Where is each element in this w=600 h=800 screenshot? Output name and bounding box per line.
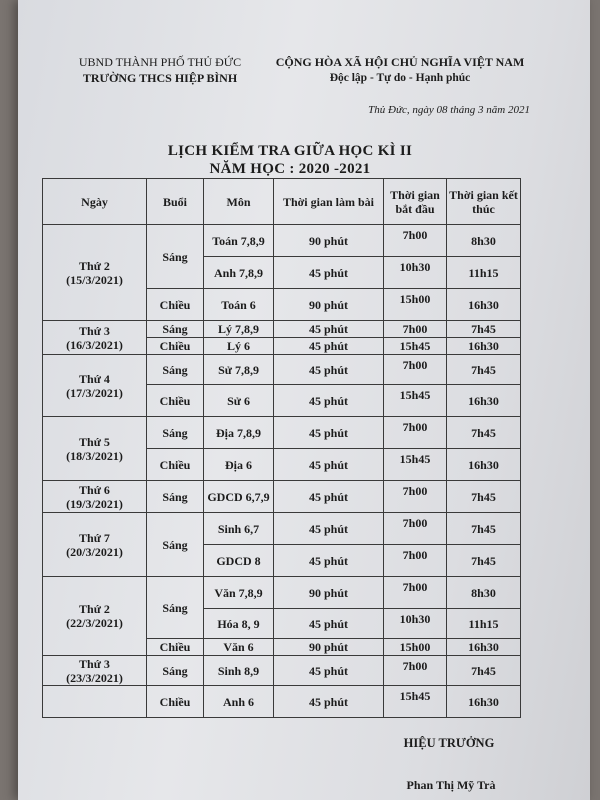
table-row	[43, 686, 521, 718]
duration-cell: 45 phút	[274, 686, 384, 718]
start-cell: 7h00	[384, 545, 447, 577]
start-cell: 7h00	[384, 321, 447, 338]
date-line: Thủ Đức, ngày 08 tháng 3 năm 2021	[368, 104, 530, 116]
subject-cell: Sinh 8,9	[204, 656, 274, 686]
table-row	[43, 577, 521, 609]
day-cell: Thứ 7 (20/3/2021)	[43, 513, 147, 577]
subject-cell: Sử 6	[204, 385, 274, 417]
subject-cell: Anh 7,8,9	[204, 257, 274, 289]
header-day: Ngày	[43, 179, 147, 225]
subject-cell: Anh 6	[204, 686, 274, 718]
start-cell: 15h45	[384, 449, 447, 481]
duration-cell: 45 phút	[274, 355, 384, 385]
signature-role: HIỆU TRƯỞNG	[403, 736, 495, 750]
end-cell: 7h45	[447, 417, 521, 449]
exam-schedule-table	[42, 178, 521, 718]
end-cell: 7h45	[447, 481, 521, 513]
duration-cell: 45 phút	[274, 257, 384, 289]
session-cell: Sáng	[147, 417, 204, 449]
subject-cell: Sử 7,8,9	[204, 355, 274, 385]
organization-header	[60, 54, 260, 86]
duration-cell: 45 phút	[274, 545, 384, 577]
subject-cell: Địa 6	[204, 449, 274, 481]
start-cell: 15h00	[384, 639, 447, 656]
header-end: Thời gian kết thúc	[447, 179, 521, 225]
start-cell: 7h00	[384, 225, 447, 257]
start-cell: 10h30	[384, 609, 447, 639]
day-cell-empty	[43, 686, 147, 718]
table-row	[43, 513, 521, 545]
end-cell: 8h30	[447, 225, 521, 257]
table-row	[43, 417, 521, 449]
title-line-2: NĂM HỌC : 2020 -2021	[209, 161, 371, 177]
document-title	[120, 142, 460, 178]
header-duration: Thời gian làm bài	[274, 179, 384, 225]
end-cell: 7h45	[447, 545, 521, 577]
duration-cell: 45 phút	[274, 449, 384, 481]
end-cell: 16h30	[447, 639, 521, 656]
end-cell: 11h15	[447, 257, 521, 289]
subject-cell: Sinh 6,7	[204, 513, 274, 545]
day-cell: Thứ 2 (22/3/2021)	[43, 577, 147, 656]
duration-cell: 45 phút	[274, 338, 384, 355]
start-cell: 15h45	[384, 385, 447, 417]
day-cell: Thứ 3 (23/3/2021)	[43, 656, 147, 686]
table-row	[43, 656, 521, 686]
session-cell: Sáng	[147, 481, 204, 513]
duration-cell: 90 phút	[274, 225, 384, 257]
national-header	[250, 54, 550, 86]
subject-cell: Lý 7,8,9	[204, 321, 274, 338]
duration-cell: 45 phút	[274, 481, 384, 513]
end-cell: 7h45	[447, 355, 521, 385]
header-session: Buổi	[147, 179, 204, 225]
session-cell: Sáng	[147, 577, 204, 639]
day-cell: Thứ 5 (18/3/2021)	[43, 417, 147, 481]
duration-cell: 45 phút	[274, 321, 384, 338]
end-cell: 16h30	[447, 289, 521, 321]
subject-cell: Toán 6	[204, 289, 274, 321]
session-cell: Sáng	[147, 656, 204, 686]
subject-cell: Văn 7,8,9	[204, 577, 274, 609]
duration-cell: 45 phút	[274, 656, 384, 686]
end-cell: 7h45	[447, 656, 521, 686]
start-cell: 7h00	[384, 577, 447, 609]
start-cell: 10h30	[384, 257, 447, 289]
end-cell: 7h45	[447, 513, 521, 545]
duration-cell: 90 phút	[274, 639, 384, 656]
day-cell: Thứ 6 (19/3/2021)	[43, 481, 147, 513]
duration-cell: 45 phút	[274, 417, 384, 449]
duration-cell: 45 phút	[274, 609, 384, 639]
title-line-1: LỊCH KIỂM TRA GIỮA HỌC KÌ II	[167, 143, 413, 159]
subject-cell: Địa 7,8,9	[204, 417, 274, 449]
subject-cell: GDCD 8	[204, 545, 274, 577]
start-cell: 15h00	[384, 289, 447, 321]
start-cell: 7h00	[384, 513, 447, 545]
session-cell: Sáng	[147, 225, 204, 289]
session-cell: Chiều	[147, 639, 204, 656]
session-cell: Chiều	[147, 338, 204, 355]
start-cell: 7h00	[384, 417, 447, 449]
day-cell: Thứ 3 (16/3/2021)	[43, 321, 147, 355]
table-header-row	[43, 179, 521, 225]
session-cell: Chiều	[147, 449, 204, 481]
day-cell: Thứ 4 (17/3/2021)	[43, 355, 147, 417]
school-name: TRƯỜNG THCS HIỆP BÌNH	[82, 71, 238, 85]
session-cell: Sáng	[147, 513, 204, 577]
table-row	[43, 225, 521, 257]
table-row	[43, 321, 521, 338]
subject-cell: Toán 7,8,9	[204, 225, 274, 257]
end-cell: 16h30	[447, 449, 521, 481]
subject-cell: Văn 6	[204, 639, 274, 656]
day-cell: Thứ 2 (15/3/2021)	[43, 225, 147, 321]
duration-cell: 90 phút	[274, 289, 384, 321]
end-cell: 8h30	[447, 577, 521, 609]
end-cell: 16h30	[447, 686, 521, 718]
header-subject: Môn	[204, 179, 274, 225]
start-cell: 7h00	[384, 481, 447, 513]
org-line-1: UBND THÀNH PHỐ THỦ ĐỨC	[78, 55, 242, 69]
table-row	[43, 355, 521, 385]
session-cell: Chiều	[147, 385, 204, 417]
start-cell: 7h00	[384, 656, 447, 686]
session-cell: Sáng	[147, 321, 204, 338]
subject-cell: GDCD 6,7,9	[204, 481, 274, 513]
session-cell: Chiều	[147, 289, 204, 321]
subject-cell: Hóa 8, 9	[204, 609, 274, 639]
session-cell: Sáng	[147, 355, 204, 385]
signer-name: Phan Thị Mỹ Trà	[406, 778, 496, 792]
subject-cell: Lý 6	[204, 338, 274, 355]
start-cell: 15h45	[384, 686, 447, 718]
duration-cell: 45 phút	[274, 513, 384, 545]
duration-cell: 90 phút	[274, 577, 384, 609]
end-cell: 16h30	[447, 385, 521, 417]
end-cell: 7h45	[447, 321, 521, 338]
start-cell: 7h00	[384, 355, 447, 385]
nation-line-1: CỘNG HÒA XÃ HỘI CHỦ NGHĨA VIỆT NAM	[275, 55, 525, 69]
nation-motto: Độc lập - Tự do - Hạnh phúc	[329, 72, 471, 84]
duration-cell: 45 phút	[274, 385, 384, 417]
session-cell: Chiều	[147, 686, 204, 718]
table-row	[43, 481, 521, 513]
end-cell: 11h15	[447, 609, 521, 639]
header-start: Thời gian bắt đầu	[384, 179, 447, 225]
start-cell: 15h45	[384, 338, 447, 355]
end-cell: 16h30	[447, 338, 521, 355]
